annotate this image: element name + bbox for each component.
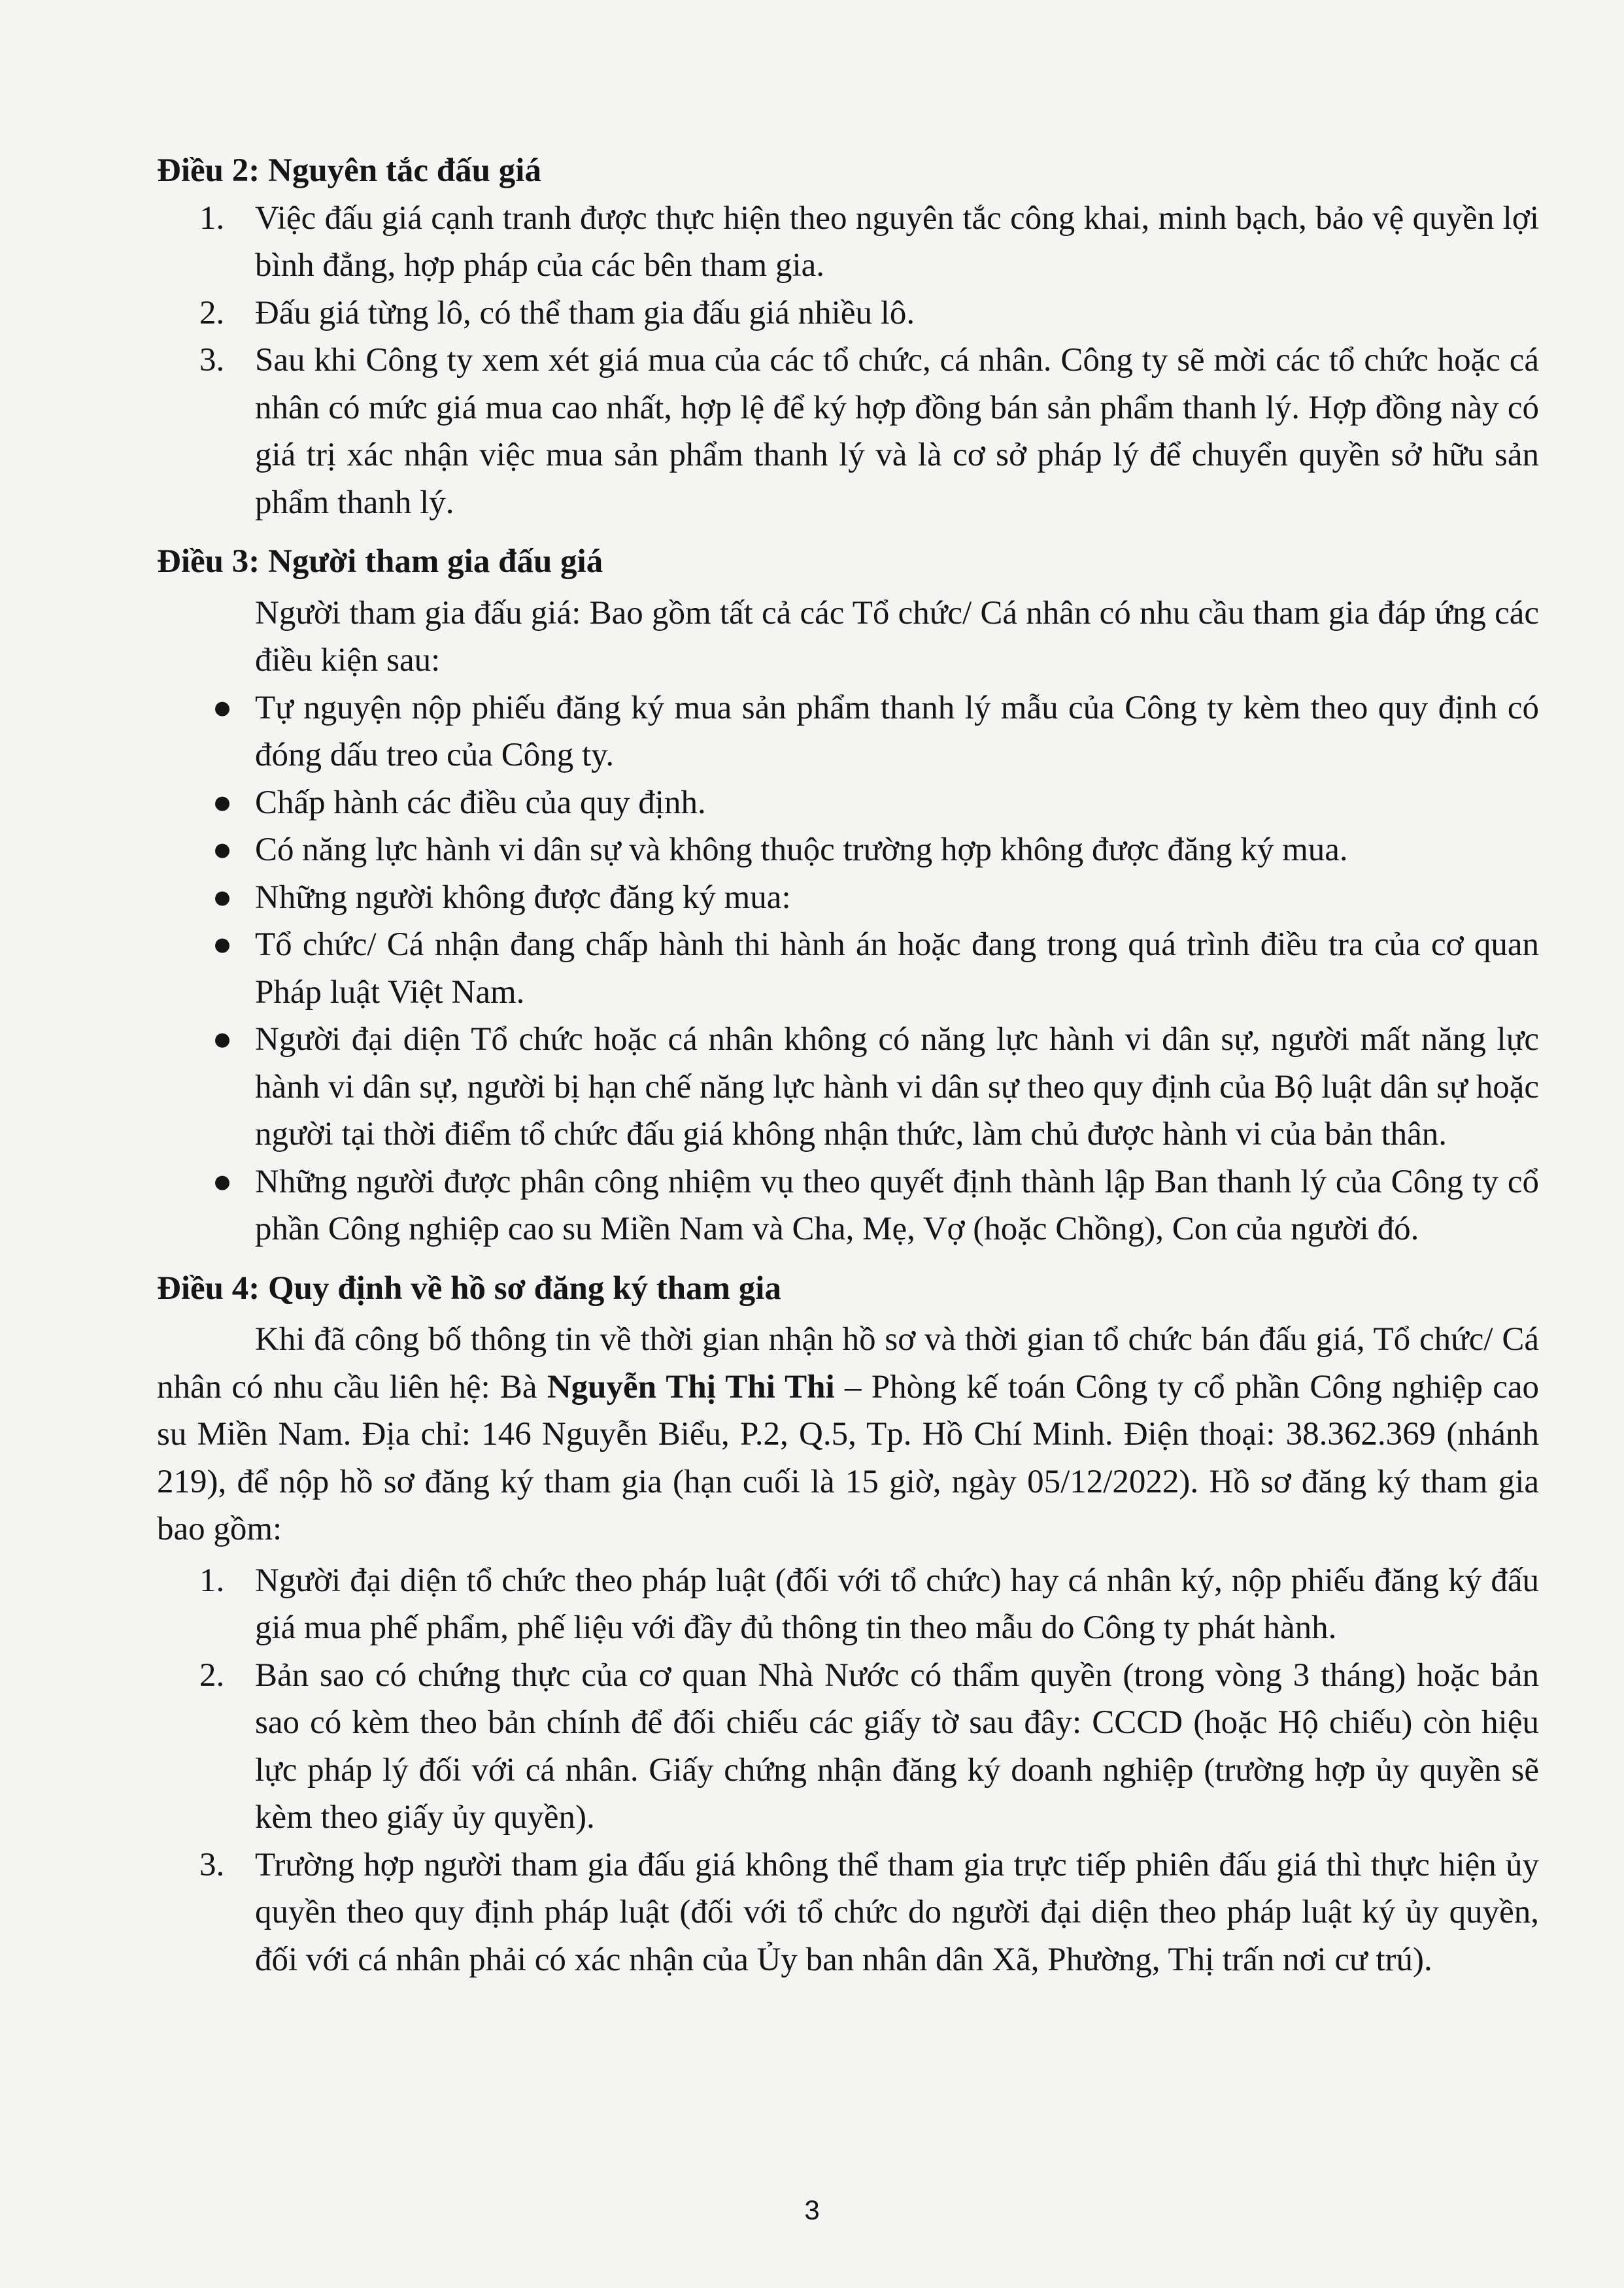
list-item bbox=[157, 826, 1539, 874]
bullet-icon: ● bbox=[212, 784, 233, 821]
bullet-icon: ● bbox=[212, 926, 233, 963]
list-item-text: Việc đấu giá cạnh tranh được thực hiện theo nguyên tắc công khai, minh bạch, bảo vệ quyền lợi bình đẳng, hợp pháp của các bên tham gia. bbox=[255, 199, 1539, 284]
section-heading: Điều 2: Nguyên tắc đấu giá bbox=[157, 152, 541, 189]
section-dieu-4 bbox=[157, 1265, 1539, 1984]
list-item bbox=[157, 1557, 1539, 1652]
list-item-text: Người đại diện Tổ chức hoặc cá nhân không có năng lực hành vi dân sự, người mất năng lực hành vi dân sự, người bị hạn chế năng lực hành vi dân sự theo quy định của Bộ luật dân sự hoặc người tại thời điểm tổ chức đấu giá không nhận thức, làm chủ được hành vi của bản thân. bbox=[255, 1021, 1539, 1152]
list-item-text: Đấu giá từng lô, có thể tham gia đấu giá nhiều lô. bbox=[255, 294, 915, 331]
list-number: 1. bbox=[199, 199, 225, 237]
list-item bbox=[157, 921, 1539, 1016]
bullet-list bbox=[157, 684, 1539, 1253]
bullet-icon: ● bbox=[212, 1163, 233, 1200]
contact-name: Nguyễn Thị Thi Thi bbox=[547, 1368, 835, 1405]
list-item bbox=[157, 779, 1539, 827]
spacer bbox=[157, 1253, 1539, 1265]
list-item-text: Sau khi Công ty xem xét giá mua của các tổ chức, cá nhân. Công ty sẽ mời các tổ chức hoặc cá nhân có mức giá mua cao nhất, hợp lệ để ký hợp đồng bán sản phẩm thanh lý. Hợp đồng này có giá trị xác nhận việc mua sản phẩm thanh lý và là cơ sở pháp lý để chuyển quyền sở hữu sản phẩm thanh lý. bbox=[255, 342, 1539, 521]
list-item bbox=[157, 874, 1539, 922]
list-item-text: Có năng lực hành vi dân sự và không thuộc trường hợp không được đăng ký mua. bbox=[255, 832, 1348, 868]
list-item-text: Chấp hành các điều của quy định. bbox=[255, 784, 706, 821]
section-intro bbox=[157, 1316, 1539, 1553]
list-number: 2. bbox=[199, 1657, 225, 1694]
list-number: 2. bbox=[199, 294, 225, 331]
list-item bbox=[157, 1158, 1539, 1253]
section-heading: Điều 3: Người tham gia đấu giá bbox=[157, 543, 603, 580]
bullet-icon: ● bbox=[212, 832, 233, 868]
section-dieu-2 bbox=[157, 147, 1539, 526]
list-number: 3. bbox=[199, 342, 225, 379]
list-item bbox=[157, 337, 1539, 526]
list-item-text: Những người được phân công nhiệm vụ theo quyết định thành lập Ban thanh lý của Công ty cổ phần Công nghiệp cao su Miền Nam và Cha, Mẹ, Vợ (hoặc Chồng), Con của người đó. bbox=[255, 1163, 1539, 1247]
intro-text-before: Khi đã công bố thông tin về thời gian nhận hồ sơ và thời gian tổ chức bán đấu giá, Tổ chức/ Cá nhân có nhu cầu liên hệ: Bà bbox=[157, 1321, 1539, 1405]
list-item bbox=[157, 1652, 1539, 1842]
list-item bbox=[157, 684, 1539, 779]
list-item-text: Người đại diện tổ chức theo pháp luật (đối với tổ chức) hay cá nhân ký, nộp phiếu đăng ký đấu giá mua phế phẩm, phế liệu với đầy đủ thông tin theo mẫu do Công ty phát hành. bbox=[255, 1562, 1539, 1646]
list-item bbox=[157, 290, 1539, 337]
section-intro: Người tham gia đấu giá: Bao gồm tất cả các Tổ chức/ Cá nhân có nhu cầu tham gia đáp ứng các điều kiện sau: bbox=[255, 594, 1539, 679]
spacer bbox=[157, 526, 1539, 538]
list-item bbox=[157, 1842, 1539, 1984]
list-item-text: Tự nguyện nộp phiếu đăng ký mua sản phẩm thanh lý mẫu của Công ty kèm theo quy định có đóng dấu treo của Công ty. bbox=[255, 689, 1539, 773]
bullet-icon: ● bbox=[212, 879, 233, 916]
section-dieu-3 bbox=[157, 538, 1539, 1253]
bullet-icon: ● bbox=[212, 689, 233, 726]
numbered-list bbox=[157, 1557, 1539, 1984]
list-number: 1. bbox=[199, 1562, 225, 1599]
list-item-text: Tổ chức/ Cá nhận đang chấp hành thi hành án hoặc đang trong quá trình điều tra của cơ quan Pháp luật Việt Nam. bbox=[255, 926, 1539, 1011]
list-item-text: Trường hợp người tham gia đấu giá không thể tham gia trực tiếp phiên đấu giá thì thực hiện ủy quyền theo quy định pháp luật (đối với tổ chức do người đại diện theo pháp luật ký ủy quyền, đối với cá nhân phải có xác nhận của Ủy ban nhân dân Xã, Phường, Thị trấn nơi cư trú). bbox=[255, 1846, 1539, 1978]
list-item bbox=[157, 195, 1539, 290]
list-item-text: Bản sao có chứng thực của cơ quan Nhà Nước có thẩm quyền (trong vòng 3 tháng) hoặc bản sao có kèm theo bản chính để đối chiếu các giấy tờ sau đây: CCCD (hoặc Hộ chiếu) còn hiệu lực pháp lý đối với cá nhân. Giấy chứng nhận đăng ký doanh nghiệp (trường hợp ủy quyền sẽ kèm theo giấy ủy quyền). bbox=[255, 1657, 1539, 1836]
page-number: 3 bbox=[804, 2195, 820, 2225]
numbered-list bbox=[157, 195, 1539, 527]
bullet-icon: ● bbox=[212, 1021, 233, 1058]
list-number: 3. bbox=[199, 1846, 225, 1883]
section-heading: Điều 4: Quy định về hồ sơ đăng ký tham gia bbox=[157, 1270, 781, 1307]
list-item bbox=[157, 1016, 1539, 1158]
list-item-text: Những người không được đăng ký mua: bbox=[255, 879, 791, 916]
intro-text-after: – Phòng kế toán Công ty cổ phần Công nghiệp cao su Miền Nam. Địa chỉ: 146 Nguyễn Biểu, P.2, Q.5, Tp. Hồ Chí Minh. Điện thoại: 38.362.369 (nhánh 219), để nộp hồ sơ đăng ký tham gia (hạn cuối là 15 giờ, ngày 05/12/2022). Hồ sơ đăng ký tham gia bao gồm: bbox=[157, 1368, 1539, 1547]
